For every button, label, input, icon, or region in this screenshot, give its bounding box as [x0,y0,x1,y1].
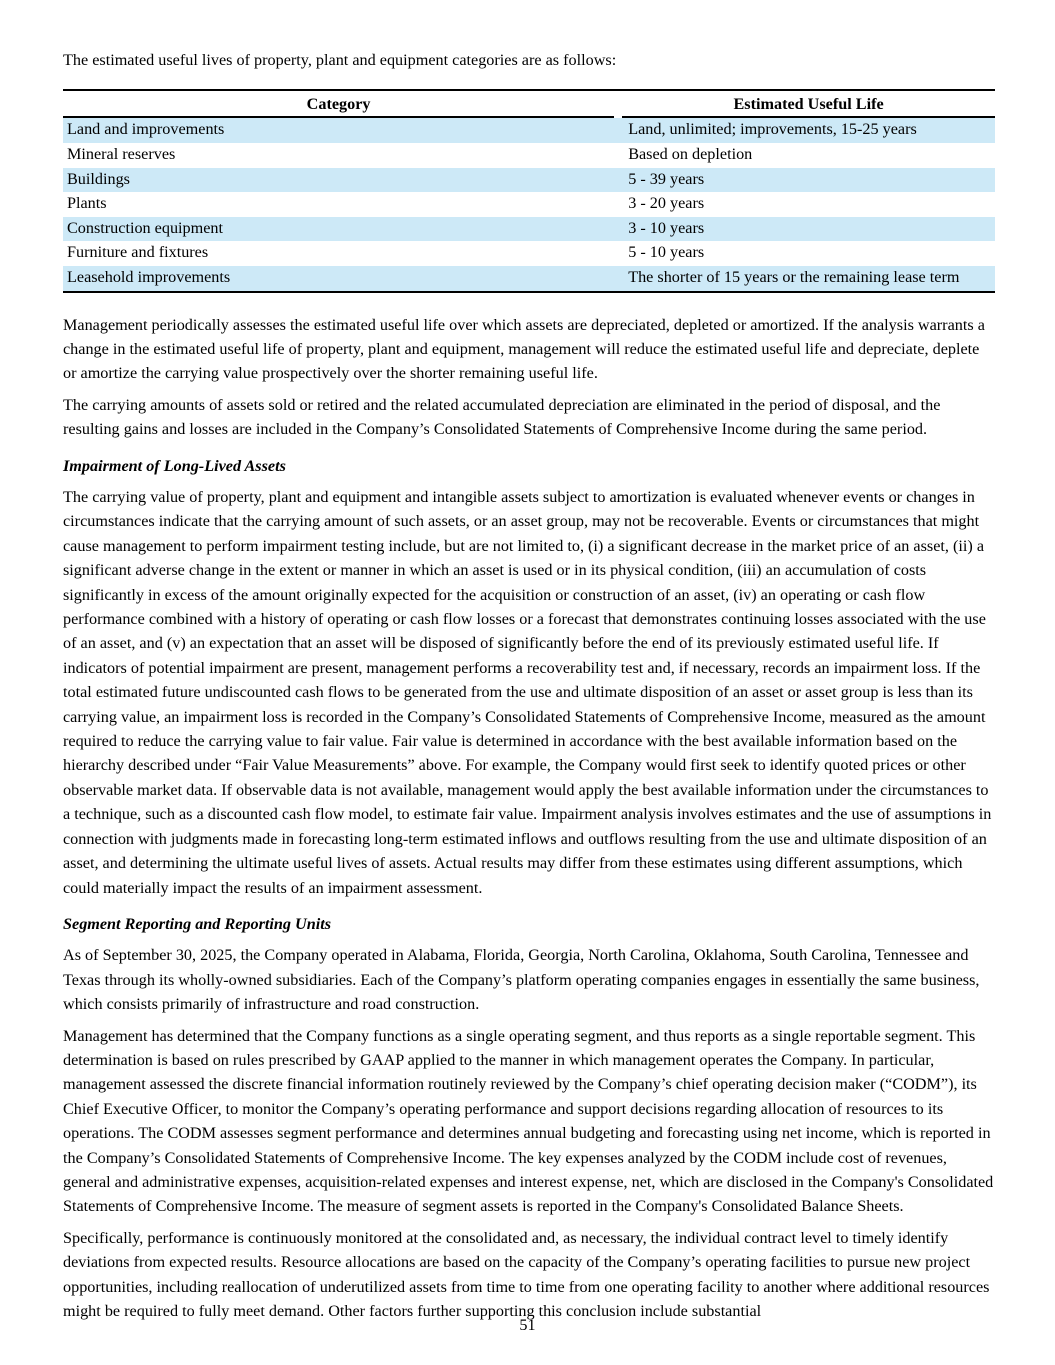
column-header-estimated-useful-life: Estimated Useful Life [622,91,995,118]
table-row [63,266,995,292]
useful-life-table-body [63,118,995,291]
category-cell: Furniture and fixtures [67,243,209,262]
column-header-category: Category [63,91,614,118]
category-cell: Buildings [67,169,130,188]
category-cell: Plants [67,194,107,213]
estimated-useful-life-cell: 5 - 39 years [628,169,705,188]
estimated-useful-life-cell: Land, unlimited; improvements, 15-25 years [628,120,917,139]
estimated-useful-life-cell: 5 - 10 years [628,243,705,262]
page-number: 51 [519,1316,536,1334]
table-row [63,241,995,266]
estimated-useful-life-cell: 3 - 10 years [628,218,705,237]
paragraph-useful-life-assessment: Management periodically assesses the estimated useful life over which assets are depreciated, depleted or amortized. If the analysis warrants a change in the estimated useful life of property, plant and equipment, management will reduce the estimated useful life and depreciate, deplete or amortize the carrying value prospectively over the shorter remaining useful life. [63,315,985,383]
paragraph-segment-overview: As of September 30, 2025, the Company operated in Alabama, Florida, Georgia, North Carolina, Oklahoma, South Carolina, Tennessee and Texas through its wholly-owned subsidiaries. Each of the Company’s platform operating companies engages in essentially the same business, which consists primarily of infrastructure and road construction. [63,946,980,1014]
table-row [63,192,995,217]
table-header-row [63,90,995,118]
paragraph-impairment: The carrying value of property, plant and equipment and intangible assets subject to amortization is evaluated whenever events or changes in circumstances indicate that the carrying amount of such assets, or an asset group, may not be recoverable. Events or circumstances that might cause management to perform impairment testing include, but are not limited to, (i) a significant decrease in the market price of an asset, (ii) a significant adverse change in the extent or manner in which an asset is used or in its physical condition, (iii) an accumulation of costs significantly in excess of the amount originally expected for the acquisition or construction of an asset, (iv) an operating or cash flow performance combined with a history of operating or cash flow losses or a forecast that demonstrates continuing losses associated with the use of an asset, and (v) an expectation that an asset will be disposed of significantly before the end of its previously estimated useful life. If indicators of potential impairment are present, management performs a recoverability test and, if necessary, records an impairment loss. If the total estimated future undiscounted cash flows to be generated from the use and ultimate disposition of an asset or asset group is less than its carrying value, an impairment loss is recorded in the Company’s Consolidated Statements of Comprehensive Income, measured as the amount required to reduce the carrying value to fair value. Fair value is determined in accordance with the best available information based on the hierarchy described under “Fair Value Measurements” above. For example, the Company would first seek to identify quoted prices or other observable market data. If observable data is not available, management would apply the best available information under the circumstances to a technique, such as a discounted cash flow model, to estimate fair value. Impairment analysis involves estimates and the use of assumptions in connection with judgments made in forecasting long-term estimated inflows and outflows resulting from the use and ultimate disposition of an asset, and determining the ultimate useful lives of assets. Actual results may differ from these estimates using different assumptions, which could materially impact the results of an impairment assessment. [63,488,992,897]
paragraph-segment-determination: Management has determined that the Company functions as a single operating segment, and thus reports as a single reportable segment. This determination is based on rules prescribed by GAAP applied to the manner in which management operates the Company. In particular, management assessed the discrete financial information routinely reviewed by the Company’s chief operating decision maker (“CODM”), its Chief Executive Officer, to monitor the Company’s operating performance and support decisions regarding allocation of resources to its operations. The CODM assesses segment performance and determines annual budgeting and forecasting using net income, which is reported in the Company’s Consolidated Statements of Comprehensive Income. The key expenses analyzed by the CODM include cost of revenues, general and administrative expenses, acquisition-related expenses and interest expense, net, which are disclosed in the Company's Consolidated Statements of Comprehensive Income. The measure of segment assets is reported in the Company's Consolidated Balance Sheets. [63,1026,994,1216]
intro-paragraph: The estimated useful lives of property, plant and equipment categories are as follows: [63,51,617,69]
estimated-useful-life-cell: Based on depletion [628,145,753,163]
category-cell: Mineral reserves [67,145,176,163]
useful-life-table [63,89,995,292]
paragraph-segment-monitoring: Specifically, performance is continuously monitored at the consolidated and, as necessary, the individual contract level to timely identify deviations from expected results. Resource allocations are based on the capacity of the Company’s operating facilities to pursue new project opportunities, including reallocation of underutilized assets from time to time from one operating facility to another where additional resources might be required to fully meet demand. Other factors further supporting this conclusion include substantial [63,1228,990,1320]
paragraph-asset-disposal: The carrying amounts of assets sold or retired and the related accumulated depreciation are eliminated in the period of disposal, and the resulting gains and losses are included in the Company’s Consolidated Statements of Comprehensive Income during the same period. [63,395,941,439]
category-cell: Land and improvements [67,120,225,139]
table-row [63,168,995,193]
category-cell: Construction equipment [67,218,224,237]
category-cell: Leasehold improvements [67,267,231,286]
estimated-useful-life-cell: 3 - 20 years [628,194,705,213]
table-row [63,217,995,242]
estimated-useful-life-cell: The shorter of 15 years or the remaining lease term [628,267,960,286]
table-row [63,118,995,143]
table-row [63,143,995,168]
heading-impairment-of-long-lived-assets: Impairment of Long-Lived Assets [63,456,286,475]
heading-segment-reporting: Segment Reporting and Reporting Units [63,914,332,933]
